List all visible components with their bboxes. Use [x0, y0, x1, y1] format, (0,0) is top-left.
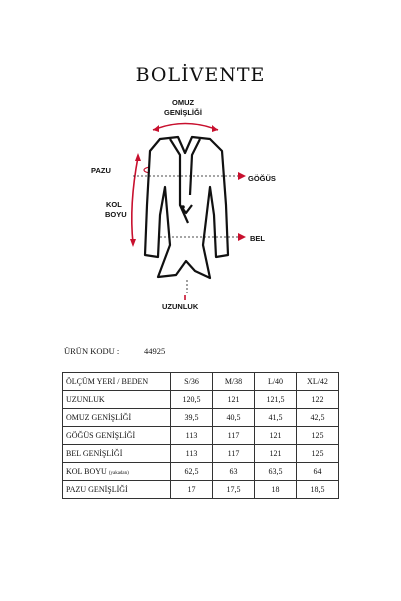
bicep-label: PAZU — [91, 166, 111, 175]
table-cell: 117 — [213, 427, 255, 445]
table-cell: 121 — [255, 445, 297, 463]
table-cell: 18 — [255, 481, 297, 499]
table-row — [63, 445, 339, 463]
row-label-note: (yakadan) — [108, 471, 129, 476]
table-cell: 18,5 — [297, 481, 339, 499]
table-cell: 120,5 — [171, 391, 213, 409]
size-chart-table — [62, 372, 339, 499]
product-code — [64, 346, 166, 356]
table-cell: 41,5 — [255, 409, 297, 427]
shoulder-measure-arc — [153, 124, 218, 131]
guide-arrowheads — [238, 172, 246, 241]
table-header-cell: S/36 — [171, 373, 213, 391]
row-label: OMUZ GENİŞLİĞİ — [63, 409, 171, 427]
table-header-cell: M/38 — [213, 373, 255, 391]
table-cell: 63 — [213, 463, 255, 481]
table-cell: 39,5 — [171, 409, 213, 427]
table-cell: 122 — [297, 391, 339, 409]
row-label — [63, 463, 171, 481]
table-cell: 40,5 — [213, 409, 255, 427]
table-cell: 113 — [171, 445, 213, 463]
table-cell: 125 — [297, 427, 339, 445]
table-row — [63, 391, 339, 409]
table-row — [63, 481, 339, 499]
table-cell: 17 — [171, 481, 213, 499]
shoulder-label-line2: GENİŞLİĞİ — [164, 108, 202, 117]
table-cell: 42,5 — [297, 409, 339, 427]
table-header-cell: L/40 — [255, 373, 297, 391]
table-cell: 62,5 — [171, 463, 213, 481]
table-row — [63, 427, 339, 445]
jacket-button — [181, 205, 185, 209]
chest-label: GÖĞÜS — [248, 174, 276, 183]
jacket-outline — [145, 137, 228, 278]
table-cell: 121 — [255, 427, 297, 445]
table-cell: 113 — [171, 427, 213, 445]
table-header-cell: XL/42 — [297, 373, 339, 391]
table-row — [63, 463, 339, 481]
sleeve-label-line1: KOL — [106, 200, 122, 209]
table-cell: 125 — [297, 445, 339, 463]
product-code-label: ÜRÜN KODU : — [64, 346, 120, 356]
table-cell: 63,5 — [255, 463, 297, 481]
table-row — [63, 409, 339, 427]
row-label: BEL GENİŞLİĞİ — [63, 445, 171, 463]
row-label-text: KOL BOYU — [66, 467, 107, 476]
product-code-value: 44925 — [144, 346, 166, 356]
table-cell: 17,5 — [213, 481, 255, 499]
jacket-measurement-diagram — [100, 95, 250, 305]
shoulder-label-line1: OMUZ — [172, 98, 195, 107]
row-label: UZUNLUK — [63, 391, 171, 409]
table-cell: 121,5 — [255, 391, 297, 409]
row-label: PAZU GENİŞLİĞİ — [63, 481, 171, 499]
brand-logo: BOLİVENTE — [135, 64, 266, 86]
row-label: GÖĞÜS GENİŞLİĞİ — [63, 427, 171, 445]
table-header-row — [63, 373, 339, 391]
table-cell: 64 — [297, 463, 339, 481]
table-cell: 121 — [213, 391, 255, 409]
sleeve-label-line2: BOYU — [105, 210, 127, 219]
length-label: UZUNLUK — [162, 302, 199, 311]
table-cell: 117 — [213, 445, 255, 463]
sleeve-measure-line — [132, 157, 138, 243]
table-header-cell: ÖLÇÜM YERİ / BEDEN — [63, 373, 171, 391]
waist-label: BEL — [250, 234, 265, 243]
